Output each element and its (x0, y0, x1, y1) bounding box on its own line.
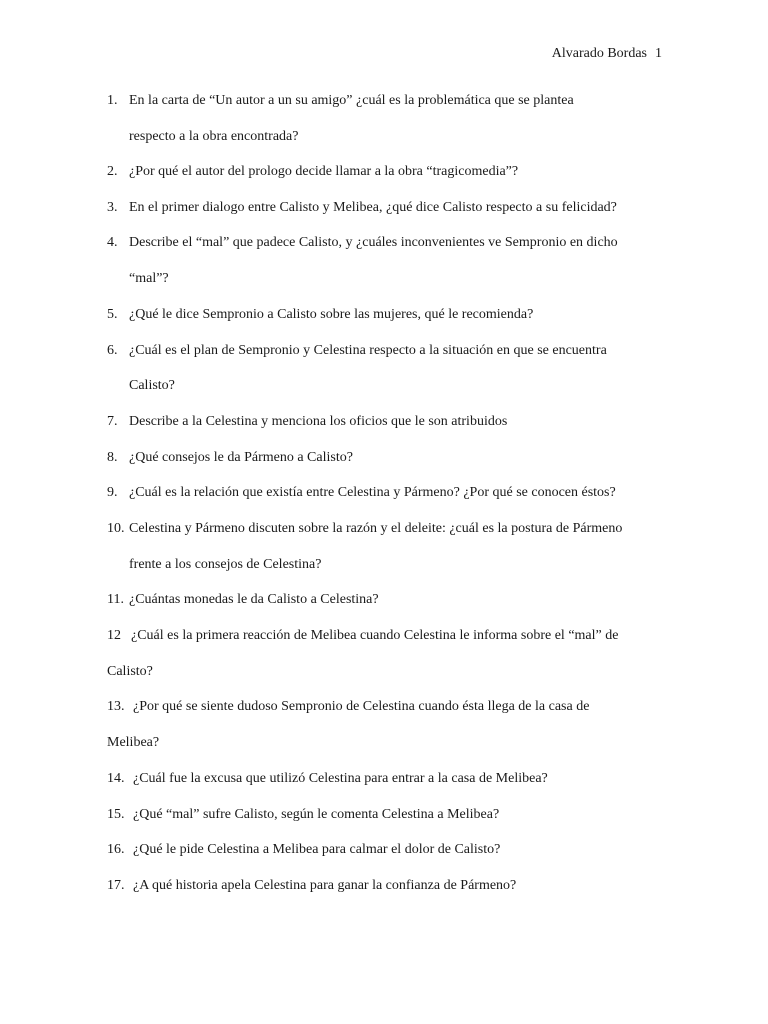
question-text: En la carta de “Un autor a un su amigo” ¿cuál es la problemática que se plantea (129, 93, 574, 108)
question-number: 7. (107, 414, 118, 429)
question-text: respecto a la obra encontrada? (129, 129, 299, 144)
question-text: ¿Qué “mal” sufre Calisto, según le comenta Celestina a Melibea? (133, 807, 500, 822)
question-number: 3. (107, 200, 118, 215)
question-text: ¿Cuál es la primera reacción de Melibea cuando Celestina le informa sobre el “mal” de (131, 628, 619, 643)
question-number: 11. (107, 592, 124, 607)
question-text: Celestina y Pármeno discuten sobre la razón y el deleite: ¿cuál es la postura de Pármeno (129, 521, 623, 536)
running-header (552, 46, 662, 62)
question-number: 1. (107, 93, 118, 108)
question-number: 13. (107, 699, 125, 714)
question-text: Describe a la Celestina y menciona los oficios que le son atribuidos (129, 414, 508, 429)
question-number: 4. (107, 235, 118, 250)
question-text: Describe el “mal” que padece Calisto, y ¿cuáles inconvenientes ve Sempronio en dicho (129, 235, 618, 250)
question-text: ¿Cuál fue la excusa que utilizó Celestina para entrar a la casa de Melibea? (133, 771, 548, 786)
question-text: “mal”? (129, 271, 169, 286)
question-number: 14. (107, 771, 125, 786)
question-number: 2. (107, 164, 118, 179)
question-number: 16. (107, 842, 125, 857)
question-text: ¿Cuál es el plan de Sempronio y Celestina respecto a la situación en que se encuentra (129, 343, 607, 358)
question-text: ¿Por qué el autor del prologo decide llamar a la obra “tragicomedia”? (129, 164, 519, 179)
question-number: 9. (107, 485, 118, 500)
question-text: ¿Por qué se siente dudoso Sempronio de Celestina cuando ésta llega de la casa de (133, 699, 590, 714)
question-text: frente a los consejos de Celestina? (129, 557, 322, 572)
question-text: ¿Cuál es la relación que existía entre Celestina y Pármeno? ¿Por qué se conocen éstos? (129, 485, 616, 500)
question-number: 17. (107, 878, 125, 893)
question-text: Melibea? (107, 735, 160, 750)
question-text: ¿A qué historia apela Celestina para ganar la confianza de Pármeno? (133, 878, 517, 893)
header-page-number: 1 (655, 46, 662, 61)
question-text: ¿Qué le pide Celestina a Melibea para calmar el dolor de Calisto? (133, 842, 501, 857)
question-number: 15. (107, 807, 125, 822)
question-number: 5. (107, 307, 118, 322)
question-text: En el primer dialogo entre Calisto y Melibea, ¿qué dice Calisto respecto a su felicidad? (129, 200, 617, 215)
question-text: ¿Qué consejos le da Pármeno a Calisto? (129, 450, 353, 465)
question-text: ¿Cuántas monedas le da Calisto a Celestina? (129, 592, 379, 607)
question-text: Calisto? (107, 664, 153, 679)
question-number: 6. (107, 343, 118, 358)
header-author: Alvarado Bordas (551, 46, 647, 61)
question-text: ¿Qué le dice Sempronio a Calisto sobre las mujeres, qué le recomienda? (129, 307, 534, 322)
question-number: 10. (107, 521, 125, 536)
question-number: 12 (107, 628, 121, 643)
question-text: Calisto? (129, 378, 175, 393)
question-number: 8. (107, 450, 118, 465)
